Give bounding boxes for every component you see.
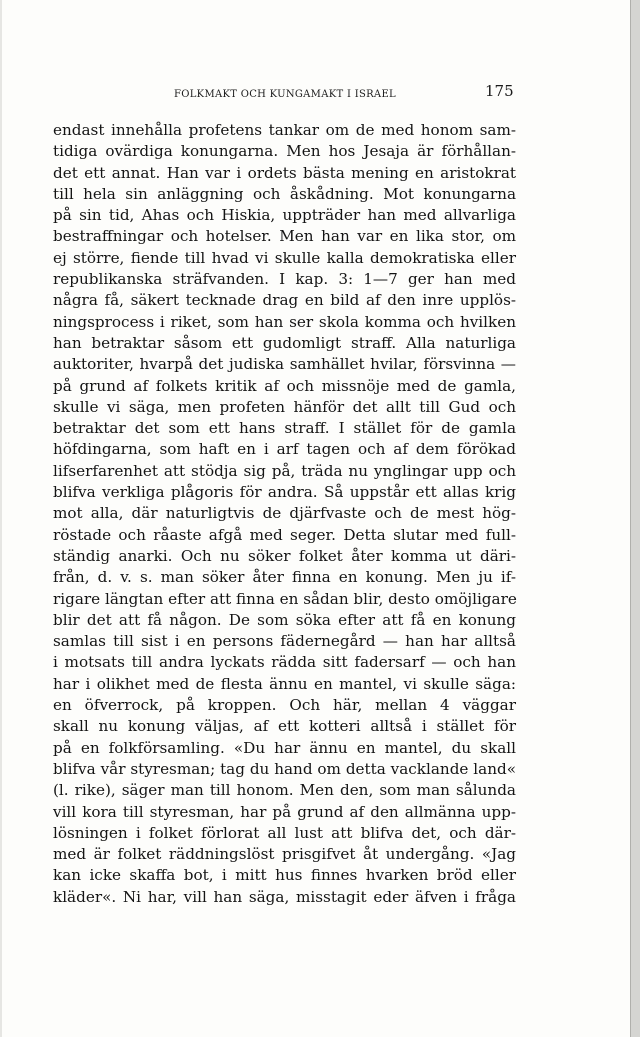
text-line: bestraffningar och hotelser. Men han var en lika stor, om — [53, 227, 516, 246]
running-head: FOLKMAKT OCH KUNGAMAKT I ISRAEL — [174, 89, 396, 100]
text-line: endast innehålla profetens tankar om de med honom sam- — [53, 121, 516, 139]
text-line: ständig anarki. Och nu söker folket åter komma ut däri- — [53, 546, 516, 565]
page-number: 175 — [485, 82, 514, 100]
text-line: lösningen i folket förlorat all lust att blifva det, och där- — [53, 823, 516, 842]
text-line: röstade och råaste afgå med seger. Detta slutar med full- — [53, 525, 516, 544]
text-line: blir det att få någon. De som söka efter att få en konung — [53, 610, 516, 629]
text-line: med är folket räddningslöst prisgifvet åt undergång. «Jag — [53, 845, 516, 864]
text-line: kläder«. Ni har, vill han säga, misstagit eder äfven i fråga — [53, 887, 516, 906]
text-line: skulle vi säga, men profeten hänför det allt till Gud och — [53, 397, 516, 416]
text-line: skall nu konung väljas, af ett kotteri alltså i stället för — [53, 717, 516, 736]
text-line: ningsprocess i riket, som han ser skola komma och hvilken — [53, 312, 516, 331]
text-line: (l. rike), säger man till honom. Men den, som man sålunda — [53, 781, 516, 800]
text-line: rigare längtan efter att finna en sådan blir, desto omöjligare — [53, 589, 517, 608]
text-line: blifva vår styresman; tag du hand om detta vacklande land« — [53, 759, 516, 778]
text-line: tidiga ovärdiga konungarna. Men hos Jesaja är förhållan- — [53, 142, 516, 161]
text-line: på grund af folkets kritik af och missnöje med de gamla, — [53, 376, 516, 395]
text-line: han betraktar såsom ett gudomligt straff. Alla naturliga — [53, 333, 516, 352]
text-line: höfdingarna, som haft en i arf tagen och af dem förökad — [53, 440, 516, 459]
text-line: från, d. v. s. man söker åter finna en konung. Men ju if- — [53, 568, 516, 587]
text-line: mot alla, där naturligtvis de djärfvaste och de mest hög- — [53, 504, 516, 523]
text-line: kan icke skaffa bot, i mitt hus finnes hvarken bröd eller — [53, 866, 516, 885]
text-line: samlas till sist i en persons fädernegård — han har alltså — [53, 632, 516, 651]
text-line: vill kora till styresman, har på grund af den allmänna upp- — [53, 802, 516, 821]
body-text — [53, 120, 516, 908]
text-line: på en folkförsamling. «Du har ännu en mantel, du skall — [53, 738, 516, 757]
page-right-edge — [630, 0, 640, 1037]
text-line: ej större, fiende till hvad vi skulle kalla demokratiska eller — [53, 248, 516, 267]
text-line: blifva verkliga plågoris för andra. Så uppstår ett allas krig — [53, 483, 516, 502]
text-line: betraktar det som ett hans straff. I stället för de gamla — [53, 419, 516, 438]
text-line: det ett annat. Han var i ordets bästa mening en aristokrat — [53, 163, 516, 182]
text-line: i motsats till andra lyckats rädda sitt fadersarf — och han — [53, 653, 516, 672]
text-line: några få, säkert tecknade drag en bild af den inre upplös- — [53, 291, 516, 310]
text-line: en öfverrock, på kroppen. Och här, mellan 4 väggar — [53, 696, 516, 715]
page-left-edge — [0, 0, 2, 1037]
text-line: har i olikhet med de flesta ännu en mantel, vi skulle säga: — [53, 674, 516, 693]
text-line: på sin tid, Ahas och Hiskia, uppträder han med allvarliga — [53, 206, 516, 225]
text-line: lifserfarenhet att stödja sig på, träda nu ynglingar upp och — [53, 461, 516, 480]
text-line: republikanska sträfvanden. I kap. 3: 1—7 ger han med — [53, 270, 516, 289]
text-line: auktoriter, hvarpå det judiska samhället hvilar, försvinna — — [53, 355, 516, 374]
text-line: till hela sin anläggning och åskådning. Mot konungarna — [53, 184, 516, 203]
